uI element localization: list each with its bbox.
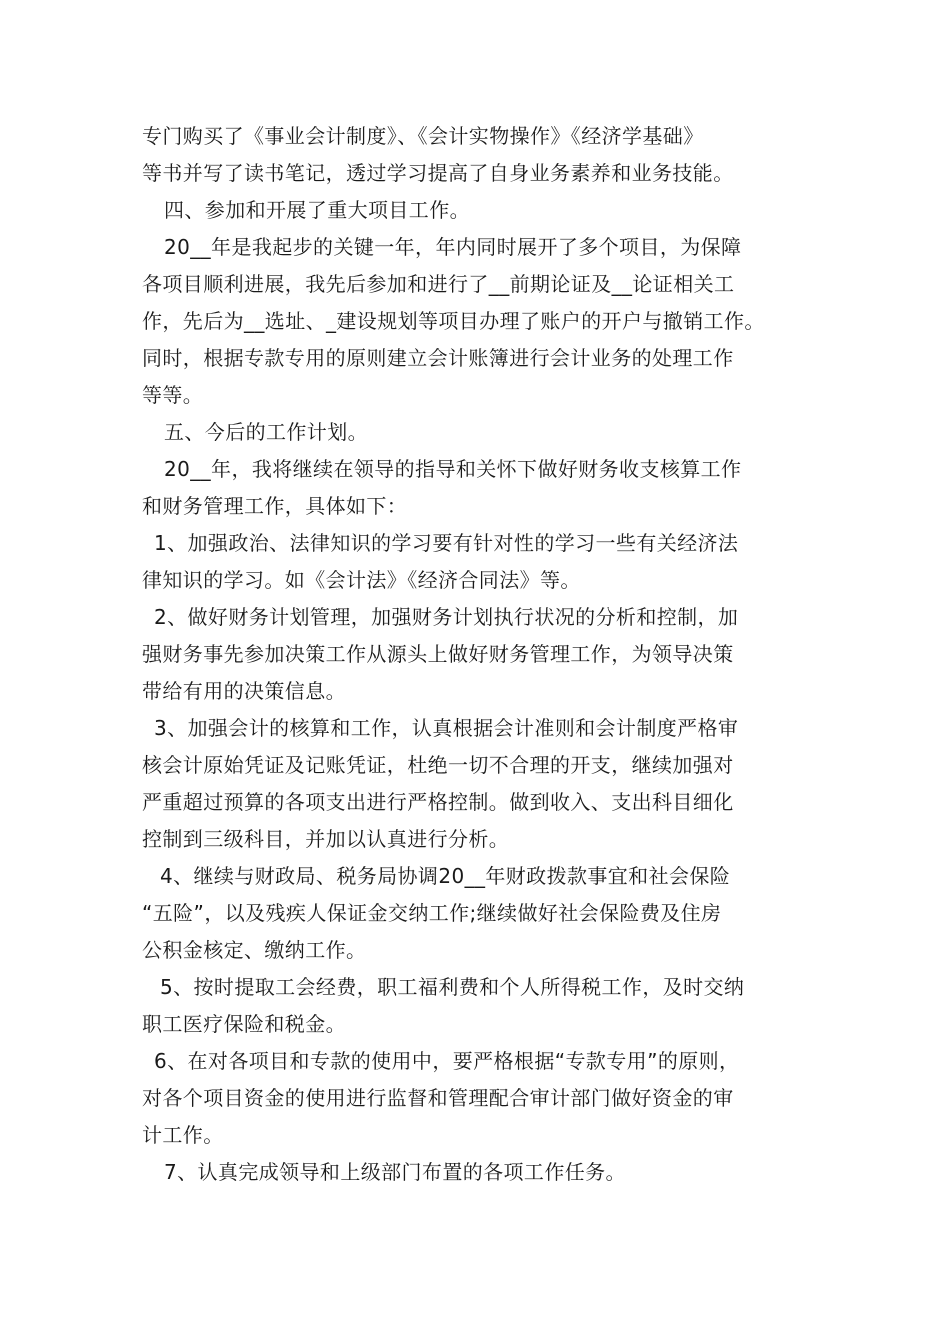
text-line: 20__年是我起步的关键一年，年内同时展开了多个项目，为保障	[164, 235, 742, 259]
text-line: 公积金核定、缴纳工作。	[142, 938, 367, 962]
list-item: 6、在对各项目和专款的使用中，要严格根据“专款专用”的原则，	[154, 1049, 740, 1073]
text-line: 严重超过预算的各项支出进行严格控制。做到收入、支出科目细化	[142, 790, 734, 814]
section-heading: 四、参加和开展了重大项目工作。	[164, 198, 470, 222]
text-line: “五险”，以及残疾人保证金交纳工作;继续做好社会保险费及住房	[142, 901, 722, 925]
list-item: 1、加强政治、法律知识的学习要有针对性的学习一些有关经济法	[154, 531, 739, 555]
document-body	[142, 118, 814, 1191]
list-item: 5、按时提取工会经费，职工福利费和个人所得税工作，及时交纳	[160, 975, 745, 999]
list-item: 7、认真完成领导和上级部门布置的各项工作任务。	[164, 1160, 626, 1184]
text-line: 核会计原始凭证及记账凭证，杜绝一切不合理的开支，继续加强对	[142, 753, 734, 777]
list-item: 4、继续与财政局、税务局协调20__年财政拨款事宜和社会保险	[160, 864, 731, 888]
text-line: 20__年，我将继续在领导的指导和关怀下做好财务收支核算工作	[164, 457, 742, 481]
text-line: 带给有用的决策信息。	[142, 679, 346, 703]
text-line: 等书并写了读书笔记，透过学习提高了自身业务素养和业务技能。	[142, 161, 734, 185]
text-line: 职工医疗保险和税金。	[142, 1012, 346, 1036]
section-heading: 五、今后的工作计划。	[164, 420, 368, 444]
text-line: 律知识的学习。如《会计法》《经济合同法》等。	[142, 568, 581, 592]
text-line: 等等。	[142, 383, 204, 407]
text-line: 同时，根据专款专用的原则建立会计账簿进行会计业务的处理工作	[142, 346, 734, 370]
text-line: 专门购买了《事业会计制度》、《会计实物操作》《经济学基础》	[142, 124, 704, 148]
text-line: 强财务事先参加决策工作从源头上做好财务管理工作，为领导决策	[142, 642, 734, 666]
text-line: 作，先后为__选址、_建设规划等项目办理了账户的开户与撤销工作。	[142, 309, 765, 333]
text-line: 对各个项目资金的使用进行监督和管理配合审计部门做好资金的审	[142, 1086, 734, 1110]
text-line: 各项目顺利进展，我先后参加和进行了__前期论证及__论证相关工	[142, 272, 735, 296]
text-line: 和财务管理工作，具体如下：	[142, 494, 408, 518]
text-line: 计工作。	[142, 1123, 224, 1147]
text-line: 控制到三级科目，并加以认真进行分析。	[142, 827, 510, 851]
list-item: 3、加强会计的核算和工作，认真根据会计准则和会计制度严格审	[154, 716, 739, 740]
list-item: 2、做好财务计划管理，加强财务计划执行状况的分析和控制，加	[154, 605, 739, 629]
